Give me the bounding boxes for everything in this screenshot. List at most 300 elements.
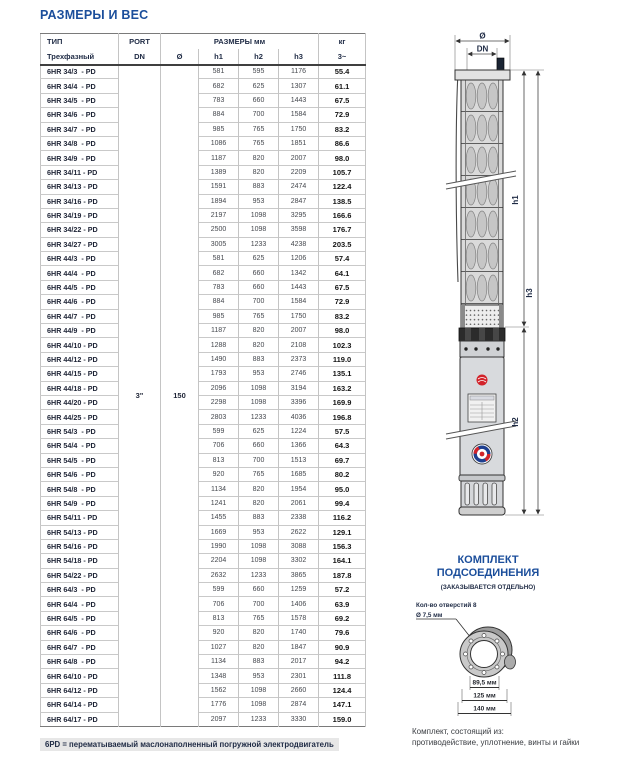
cell-h1: 783 — [199, 280, 239, 294]
kit-dimensions — [458, 676, 511, 716]
cell-weight: 166.6 — [319, 208, 366, 222]
cell-h1: 599 — [199, 424, 239, 438]
table-row — [41, 554, 366, 568]
cell-weight: 124.4 — [319, 683, 366, 697]
col-h3: h3 — [279, 49, 319, 65]
cell-pump-type: 6HR 44/4 - PD — [41, 266, 119, 280]
cell-weight: 111.8 — [319, 669, 366, 683]
cell-h3: 2746 — [279, 367, 319, 381]
cell-h3: 1259 — [279, 583, 319, 597]
cell-h2: 765 — [239, 309, 279, 323]
cell-weight: 119.0 — [319, 352, 366, 366]
cell-pump-type: 6HR 44/20 - PD — [41, 395, 119, 409]
cell-h2: 765 — [239, 136, 279, 150]
col-dimensions-group: РАЗМЕРЫ мм — [161, 34, 319, 49]
cell-h3: 4238 — [279, 237, 319, 251]
page-title: РАЗМЕРЫ И ВЕС — [40, 8, 149, 22]
cell-pump-type: 6HR 44/6 - PD — [41, 295, 119, 309]
cell-weight: 79.6 — [319, 626, 366, 640]
cell-pump-type: 6HR 34/11 - PD — [41, 165, 119, 179]
cell-weight: 99.4 — [319, 496, 366, 510]
table-row — [41, 525, 366, 539]
table-row — [41, 424, 366, 438]
table-row — [41, 338, 366, 352]
cell-weight: 135.1 — [319, 367, 366, 381]
cell-weight: 98.0 — [319, 151, 366, 165]
cell-h2: 1098 — [239, 683, 279, 697]
cell-h3: 2209 — [279, 165, 319, 179]
suction-strainer — [461, 305, 503, 328]
cell-weight: 67.5 — [319, 93, 366, 107]
col-type: ТИП — [41, 34, 119, 49]
cell-h1: 2632 — [199, 568, 239, 582]
cell-h3: 1342 — [279, 266, 319, 280]
svg-text:h3: h3 — [525, 288, 534, 298]
header-row-sub — [41, 49, 366, 65]
cell-weight: 83.2 — [319, 309, 366, 323]
cell-weight: 122.4 — [319, 180, 366, 194]
table-row — [41, 237, 366, 251]
col-kg: кг — [319, 34, 366, 49]
cell-h2: 1098 — [239, 381, 279, 395]
cell-h2: 953 — [239, 194, 279, 208]
cell-pump-type: 6HR 44/9 - PD — [41, 324, 119, 338]
cell-weight: 176.7 — [319, 223, 366, 237]
svg-text:89,5 мм: 89,5 мм — [472, 679, 497, 687]
cell-h2: 625 — [239, 79, 279, 93]
port-dn-value: 3" — [119, 65, 161, 727]
cell-pump-type: 6HR 34/3 - PD — [41, 65, 119, 79]
cell-pump-type: 6HR 44/5 - PD — [41, 280, 119, 294]
cell-h1: 581 — [199, 65, 239, 79]
table-row — [41, 640, 366, 654]
cell-pump-type: 6HR 34/19 - PD — [41, 208, 119, 222]
cell-pump-type: 6HR 54/5 - PD — [41, 453, 119, 467]
cell-h3: 3194 — [279, 381, 319, 395]
cell-h1: 1591 — [199, 180, 239, 194]
cell-pump-type: 6HR 54/11 - PD — [41, 511, 119, 525]
cell-h3: 3295 — [279, 208, 319, 222]
cell-h2: 765 — [239, 611, 279, 625]
cell-pump-type: 6HR 64/17 - PD — [41, 712, 119, 726]
cell-h1: 2204 — [199, 554, 239, 568]
cell-h2: 660 — [239, 266, 279, 280]
table-row — [41, 698, 366, 712]
cell-pump-type: 6HR 34/9 - PD — [41, 151, 119, 165]
kit-description-line2: противодействие, уплотнение, винты и гайки — [412, 738, 580, 747]
table-row — [41, 683, 366, 697]
cell-h2: 953 — [239, 669, 279, 683]
cell-h1: 1134 — [199, 655, 239, 669]
cell-h3: 1578 — [279, 611, 319, 625]
table-row — [41, 136, 366, 150]
cell-h2: 953 — [239, 367, 279, 381]
cell-h1: 706 — [199, 439, 239, 453]
cell-weight: 83.2 — [319, 122, 366, 136]
table-body — [41, 65, 366, 727]
cell-pump-type: 6HR 54/6 - PD — [41, 467, 119, 481]
cell-h1: 813 — [199, 453, 239, 467]
cell-pump-type: 6HR 34/27 - PD — [41, 237, 119, 251]
cell-h3: 2017 — [279, 655, 319, 669]
cell-pump-type: 6HR 34/5 - PD — [41, 93, 119, 107]
cell-h1: 920 — [199, 626, 239, 640]
cell-weight: 98.0 — [319, 324, 366, 338]
cell-h3: 3330 — [279, 712, 319, 726]
table-row — [41, 180, 366, 194]
svg-text:140 мм: 140 мм — [473, 705, 496, 713]
cell-h2: 883 — [239, 352, 279, 366]
cell-pump-type: 6HR 44/15 - PD — [41, 367, 119, 381]
cell-h3: 2061 — [279, 496, 319, 510]
cell-pump-type: 6HR 34/7 - PD — [41, 122, 119, 136]
cell-h3: 4036 — [279, 410, 319, 424]
table-row — [41, 352, 366, 366]
table-row — [41, 208, 366, 222]
cell-pump-type: 6HR 54/18 - PD — [41, 554, 119, 568]
cell-h2: 625 — [239, 424, 279, 438]
cell-h3: 1847 — [279, 640, 319, 654]
cell-h1: 2096 — [199, 381, 239, 395]
svg-text:DN: DN — [476, 44, 489, 54]
cell-h2: 625 — [239, 252, 279, 266]
table-row — [41, 93, 366, 107]
cell-h1: 813 — [199, 611, 239, 625]
table-row — [41, 266, 366, 280]
svg-text:h1: h1 — [511, 195, 520, 205]
cell-weight: 105.7 — [319, 165, 366, 179]
cell-h2: 1098 — [239, 208, 279, 222]
table-row — [41, 295, 366, 309]
table-row — [41, 597, 366, 611]
cell-h3: 1224 — [279, 424, 319, 438]
table-row — [41, 626, 366, 640]
cell-h2: 595 — [239, 65, 279, 79]
cell-h2: 660 — [239, 439, 279, 453]
svg-text:Ø: Ø — [479, 31, 486, 41]
table-row — [41, 496, 366, 510]
cell-weight: 64.1 — [319, 266, 366, 280]
cell-h1: 581 — [199, 252, 239, 266]
table-row — [41, 655, 366, 669]
cell-pump-type: 6HR 54/8 - PD — [41, 482, 119, 496]
cell-h1: 3005 — [199, 237, 239, 251]
cell-h1: 985 — [199, 309, 239, 323]
cell-h3: 2007 — [279, 324, 319, 338]
cell-pump-type: 6HR 34/22 - PD — [41, 223, 119, 237]
svg-text:Ø 7,5 мм: Ø 7,5 мм — [416, 612, 443, 619]
cell-h1: 2500 — [199, 223, 239, 237]
cell-weight: 147.1 — [319, 698, 366, 712]
pd-footnote: 6PD = перематываемый маслонаполненный погружной электродвигатель — [40, 738, 339, 751]
cell-h1: 985 — [199, 122, 239, 136]
cell-h3: 2874 — [279, 698, 319, 712]
cell-weight: 80.2 — [319, 467, 366, 481]
cell-h1: 920 — [199, 467, 239, 481]
cell-weight: 116.2 — [319, 511, 366, 525]
cell-h3: 3302 — [279, 554, 319, 568]
table-row — [41, 381, 366, 395]
cell-h1: 884 — [199, 108, 239, 122]
cell-h2: 765 — [239, 467, 279, 481]
cell-h3: 3396 — [279, 395, 319, 409]
cell-weight: 169.9 — [319, 395, 366, 409]
cell-h2: 660 — [239, 93, 279, 107]
cell-pump-type: 6HR 54/22 - PD — [41, 568, 119, 582]
cell-pump-type: 6HR 64/7 - PD — [41, 640, 119, 654]
cell-h3: 2622 — [279, 525, 319, 539]
kit-subtitle: (ЗАКАЗЫВАЕТСЯ ОТДЕЛЬНО) — [440, 584, 536, 591]
cell-h3: 2007 — [279, 151, 319, 165]
table-row — [41, 410, 366, 424]
cell-weight: 57.5 — [319, 424, 366, 438]
cell-h2: 765 — [239, 122, 279, 136]
pump-drawing — [428, 30, 568, 555]
cell-weight: 138.5 — [319, 194, 366, 208]
cell-h1: 2803 — [199, 410, 239, 424]
cell-h1: 1389 — [199, 165, 239, 179]
table-row — [41, 467, 366, 481]
ribbed-section — [459, 475, 505, 515]
stage-stack — [461, 80, 503, 305]
cell-h3: 1176 — [279, 65, 319, 79]
cell-pump-type: 6HR 64/10 - PD — [41, 669, 119, 683]
cell-weight: 86.6 — [319, 136, 366, 150]
cell-weight: 67.5 — [319, 280, 366, 294]
kit-flange-drawing — [410, 596, 565, 724]
cell-h3: 3865 — [279, 568, 319, 582]
cell-h2: 883 — [239, 180, 279, 194]
col-h1: h1 — [199, 49, 239, 65]
table-row — [41, 309, 366, 323]
cell-pump-type: 6HR 34/6 - PD — [41, 108, 119, 122]
cell-h2: 1098 — [239, 223, 279, 237]
table-row — [41, 712, 366, 726]
cell-pump-type: 6HR 44/7 - PD — [41, 309, 119, 323]
table-row — [41, 583, 366, 597]
cell-h2: 820 — [239, 482, 279, 496]
cell-h3: 2373 — [279, 352, 319, 366]
cell-h2: 700 — [239, 295, 279, 309]
table-row — [41, 280, 366, 294]
cell-h2: 820 — [239, 640, 279, 654]
cell-h3: 1584 — [279, 295, 319, 309]
cell-pump-type: 6HR 64/3 - PD — [41, 583, 119, 597]
cell-pump-type: 6HR 34/13 - PD — [41, 180, 119, 194]
table-row — [41, 194, 366, 208]
cell-h1: 2097 — [199, 712, 239, 726]
cell-h2: 1233 — [239, 410, 279, 424]
cell-h1: 599 — [199, 583, 239, 597]
svg-text:h2: h2 — [511, 417, 520, 427]
kit-title — [398, 554, 578, 580]
kit-description — [412, 726, 579, 748]
cell-h1: 1894 — [199, 194, 239, 208]
cell-h3: 2474 — [279, 180, 319, 194]
cell-h3: 2847 — [279, 194, 319, 208]
cell-pump-type: 6HR 34/8 - PD — [41, 136, 119, 150]
cell-pump-type: 6HR 64/14 - PD — [41, 698, 119, 712]
cell-weight: 129.1 — [319, 525, 366, 539]
cell-pump-type: 6HR 34/4 - PD — [41, 79, 119, 93]
cell-h1: 1562 — [199, 683, 239, 697]
table-header — [41, 34, 366, 65]
cell-h2: 1098 — [239, 539, 279, 553]
cell-h1: 1187 — [199, 151, 239, 165]
cell-h1: 1669 — [199, 525, 239, 539]
cell-h1: 682 — [199, 79, 239, 93]
table-row — [41, 611, 366, 625]
cell-h2: 660 — [239, 280, 279, 294]
cell-h2: 820 — [239, 496, 279, 510]
col-port: PORT — [119, 34, 161, 49]
cell-weight: 69.7 — [319, 453, 366, 467]
cell-pump-type: 6HR 44/10 - PD — [41, 338, 119, 352]
table-row — [41, 324, 366, 338]
cell-h2: 1233 — [239, 712, 279, 726]
cell-h1: 1241 — [199, 496, 239, 510]
cell-h1: 884 — [199, 295, 239, 309]
cell-h1: 1490 — [199, 352, 239, 366]
cell-weight: 61.1 — [319, 79, 366, 93]
cell-h2: 820 — [239, 626, 279, 640]
table-row — [41, 511, 366, 525]
cell-weight: 64.3 — [319, 439, 366, 453]
cell-weight: 156.3 — [319, 539, 366, 553]
roundel-logo — [472, 444, 492, 464]
cell-h3: 1685 — [279, 467, 319, 481]
cell-h2: 1098 — [239, 554, 279, 568]
cell-h1: 1027 — [199, 640, 239, 654]
cell-h1: 2298 — [199, 395, 239, 409]
cell-h2: 953 — [239, 525, 279, 539]
cell-h3: 1406 — [279, 597, 319, 611]
table-row — [41, 252, 366, 266]
table-row — [41, 395, 366, 409]
table-row — [41, 79, 366, 93]
cell-h1: 1455 — [199, 511, 239, 525]
cell-pump-type: 6HR 44/12 - PD — [41, 352, 119, 366]
cell-h3: 1206 — [279, 252, 319, 266]
cell-pump-type: 6HR 54/13 - PD — [41, 525, 119, 539]
cable-connector — [497, 58, 504, 71]
cell-h2: 1233 — [239, 568, 279, 582]
table-row — [41, 482, 366, 496]
cell-h1: 706 — [199, 597, 239, 611]
cell-weight: 163.2 — [319, 381, 366, 395]
cell-pump-type: 6HR 64/6 - PD — [41, 626, 119, 640]
cell-h3: 1954 — [279, 482, 319, 496]
header-row-top — [41, 34, 366, 49]
cell-weight: 203.5 — [319, 237, 366, 251]
table-row — [41, 165, 366, 179]
cell-pump-type: 6HR 34/16 - PD — [41, 194, 119, 208]
cell-pump-type: 6HR 44/3 - PD — [41, 252, 119, 266]
cell-weight: 69.2 — [319, 611, 366, 625]
cell-h3: 1851 — [279, 136, 319, 150]
cell-h2: 700 — [239, 597, 279, 611]
cell-weight: 55.4 — [319, 65, 366, 79]
cell-h1: 1990 — [199, 539, 239, 553]
kit-description-line1: Комплект, состоящий из: — [412, 727, 504, 736]
dn-dimension — [467, 45, 497, 71]
cell-h3: 1366 — [279, 439, 319, 453]
cell-pump-type: 6HR 64/4 - PD — [41, 597, 119, 611]
cell-pump-type: 6HR 54/16 - PD — [41, 539, 119, 553]
table-row — [41, 453, 366, 467]
table-row — [41, 367, 366, 381]
cell-h3: 1443 — [279, 93, 319, 107]
cell-pump-type: 6HR 44/18 - PD — [41, 381, 119, 395]
col-h2: h2 — [239, 49, 279, 65]
cell-h1: 783 — [199, 93, 239, 107]
cell-h2: 883 — [239, 655, 279, 669]
cell-pump-type: 6HR 54/3 - PD — [41, 424, 119, 438]
cell-pump-type: 6HR 64/5 - PD — [41, 611, 119, 625]
table-row — [41, 151, 366, 165]
cell-h2: 820 — [239, 338, 279, 352]
col-diameter: Ø — [161, 49, 199, 65]
table-row — [41, 223, 366, 237]
cell-h1: 1793 — [199, 367, 239, 381]
cell-h3: 2108 — [279, 338, 319, 352]
cell-h3: 1584 — [279, 108, 319, 122]
cell-weight: 196.8 — [319, 410, 366, 424]
cell-h2: 1098 — [239, 395, 279, 409]
cell-weight: 57.4 — [319, 252, 366, 266]
cell-h2: 820 — [239, 165, 279, 179]
cell-h2: 700 — [239, 453, 279, 467]
motor-coupling — [459, 328, 505, 341]
cell-weight: 187.8 — [319, 568, 366, 582]
cell-weight: 90.9 — [319, 640, 366, 654]
red-logo — [477, 375, 488, 386]
cell-weight: 102.3 — [319, 338, 366, 352]
cell-h1: 1348 — [199, 669, 239, 683]
cell-weight: 63.9 — [319, 597, 366, 611]
cell-h3: 3088 — [279, 539, 319, 553]
cell-pump-type: 6HR 54/9 - PD — [41, 496, 119, 510]
col-3phase: 3~ — [319, 49, 366, 65]
table-row — [41, 669, 366, 683]
cell-weight: 159.0 — [319, 712, 366, 726]
cell-pump-type: 6HR 44/25 - PD — [41, 410, 119, 424]
cell-h3: 2660 — [279, 683, 319, 697]
cell-h3: 2338 — [279, 511, 319, 525]
cell-h1: 1134 — [199, 482, 239, 496]
col-dn: DN — [119, 49, 161, 65]
cell-weight: 57.2 — [319, 583, 366, 597]
cell-pump-type: 6HR 54/4 - PD — [41, 439, 119, 453]
cell-h3: 1750 — [279, 122, 319, 136]
cell-h3: 1443 — [279, 280, 319, 294]
cell-h3: 3598 — [279, 223, 319, 237]
cell-h1: 682 — [199, 266, 239, 280]
table-row — [41, 122, 366, 136]
cable-line — [456, 72, 458, 282]
table-row — [41, 439, 366, 453]
height-dimensions — [505, 70, 544, 515]
table-row — [41, 108, 366, 122]
table-row — [41, 539, 366, 553]
table-row — [41, 568, 366, 582]
cell-h2: 820 — [239, 324, 279, 338]
cell-h2: 883 — [239, 511, 279, 525]
cell-h2: 1098 — [239, 698, 279, 712]
cell-h1: 1776 — [199, 698, 239, 712]
svg-text:125 мм: 125 мм — [473, 692, 496, 700]
cell-weight: 164.1 — [319, 554, 366, 568]
